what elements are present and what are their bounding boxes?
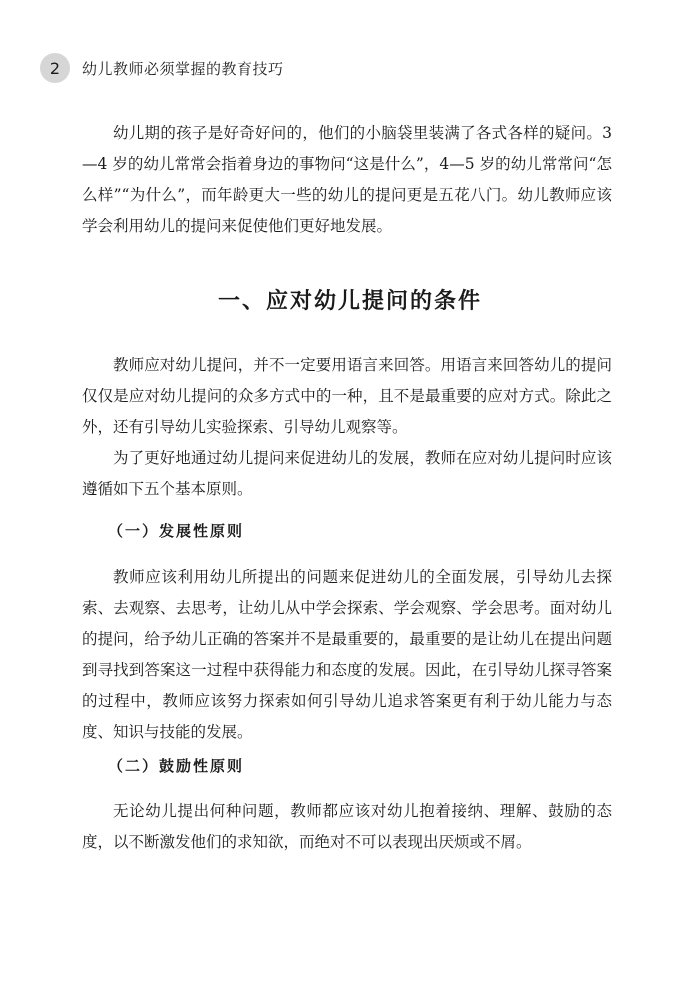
section-title: 一、应对幼儿提问的条件: [217, 289, 482, 314]
principle-2-text: 无论幼儿提出何种问题，教师都应该对幼儿抱着接纳、理解、鼓励的态度，以不断激发他们的求知欲，而绝对不可以表现出厌烦或不屑。: [82, 802, 612, 851]
principle-1-text: 教师应该利用幼儿所提出的问题来促进幼儿的全面发展，引导幼儿去探索、去观察、去思考，让幼儿从中学会探索、学会观察、学会思考。面对幼儿的提问，给予幼儿正确的答案并不是最重要的，最重要的是让幼儿在提出问题到寻找到答案这一过程中获得能力和态度的发展。因此，在引导幼儿探寻答案的过程中，教师应该努力探索如何引导幼儿追求答案更有利于幼儿能力与态度、知识与技能的发展。: [82, 568, 612, 741]
page-number-badge: 2: [40, 53, 70, 83]
running-header: [40, 52, 284, 84]
section-paragraph-2: 为了更好地通过幼儿提问来促进幼儿的发展，教师在应对幼儿提问时应该遵循如下五个基本原则。: [82, 449, 612, 498]
section-paragraph-1: 教师应对幼儿提问，并不一定要用语言来回答。用语言来回答幼儿的提问仅仅是应对幼儿提问的众多方式中的一种，且不是最重要的应对方式。除此之外，还有引导幼儿实验探索、引导幼儿观察等。: [82, 356, 612, 436]
principle-1-title: （一）发展性原则: [108, 522, 245, 540]
principle-2-title: （二）鼓励性原则: [108, 757, 245, 775]
intro-paragraph: 幼儿期的孩子是好奇好问的，他们的小脑袋里装满了各式各样的疑问。3—4 岁的幼儿常常会指着身边的事物问“这是什么”，4—5 岁的幼儿常常问“怎么样”“为什么”，而年龄更大一些的幼儿的提问更是五花八门。幼儿教师应该学会利用幼儿的提问来促使他们更好地发展。: [82, 124, 612, 235]
book-title: 幼儿教师必须掌握的教育技巧: [82, 59, 284, 78]
